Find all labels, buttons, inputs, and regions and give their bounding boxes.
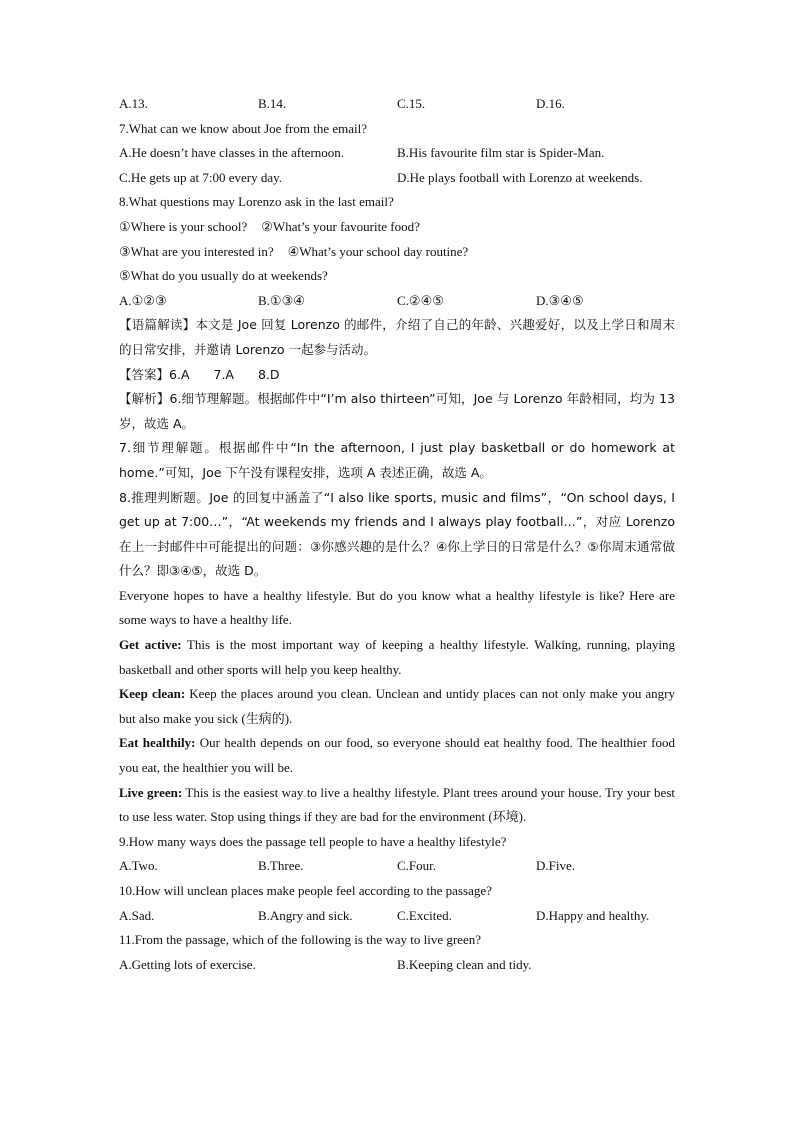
q10-question: 10.How will unclean places make people feel according to the passage? — [119, 883, 492, 898]
q8-items-row2 — [119, 240, 675, 265]
q9-option-a[interactable]: A.Two. — [119, 858, 158, 874]
q11-question: 11.From the passage, which of the following is the way to live green? — [119, 932, 481, 948]
q7-option-d[interactable]: D.He plays football with Lorenzo at weekends. — [397, 169, 643, 185]
section-heading: Live green: — [119, 784, 183, 800]
q8-item-3: ③What are you interested in? — [119, 243, 274, 259]
q11-option-b[interactable]: B.Keeping clean and tidy. — [397, 956, 532, 972]
passage-intro: Everyone hopes to have a healthy lifestyle. But do you know what a healthy lifestyle is like? Here are some ways to have a healthy life. — [119, 587, 675, 628]
q7-option-c[interactable]: C.He gets up at 7:00 every day. — [119, 169, 283, 185]
q9-option-c[interactable]: C.Four. — [397, 858, 437, 874]
q10-options — [119, 904, 675, 929]
q9-option-d[interactable]: D.Five. — [536, 858, 575, 874]
q10-option-b[interactable]: B.Angry and sick. — [258, 907, 353, 923]
section-heading: Eat healthily: — [119, 735, 196, 751]
q8-option-d[interactable]: D.③④⑤ — [536, 292, 584, 308]
answer-6: 6.A — [169, 366, 190, 382]
explanation-8: 8.推理判断题。Joe 的回复中涵盖了“I also like sports, music and films”，“On school days, I get up at 7:00…”，“At weekends my friends and I always play football…”，对应 Lorenzo 在上一封邮件中可能提出的问题：③你感兴趣的是什么？④你上学日的日常是什么？⑤你周末通常做什么？即③④⑤，故选 D。 — [119, 489, 675, 579]
q7-options-row1 — [119, 141, 675, 166]
q8-item-4: ④What’s your school day routine? — [287, 243, 469, 259]
answer-line — [119, 363, 675, 388]
q6-option-c[interactable]: C.15. — [397, 96, 426, 111]
q6-options — [119, 92, 675, 117]
section-text: Keep the places around you clean. Unclean and untidy places can not only make you angry but also make you sick (生病的). — [119, 686, 675, 726]
q7-question: 7.What can we know about Joe from the email? — [119, 120, 367, 136]
q8-option-c[interactable]: C.②④⑤ — [397, 292, 444, 308]
q9-options — [119, 854, 675, 879]
q11-options — [119, 953, 675, 978]
q8-item-1: ①Where is your school? — [119, 218, 248, 234]
q8-question: 8.What questions may Lorenzo ask in the last email? — [119, 194, 394, 210]
q8-items-row3 — [119, 264, 675, 289]
q10-option-c[interactable]: C.Excited. — [397, 907, 452, 923]
q7-options-row2 — [119, 166, 675, 191]
section-text: Our health depends on our food, so everyone should eat healthy food. The healthier food you eat, the healthier you will be. — [119, 735, 675, 776]
q8-item-5: ⑤What do you usually do at weekends? — [119, 268, 328, 284]
q8-item-2: ②What’s your favourite food? — [261, 218, 420, 234]
section-heading: Keep clean: — [119, 686, 186, 702]
q8-options — [119, 289, 675, 314]
q8-items-row1 — [119, 215, 675, 240]
explanation-7: 7.细节理解题。根据邮件中“In the afternoon, I just play basketball or do homework at home.”可知，Joe 下午没有课程安排，选项 A 表述正确，故选 A。 — [119, 440, 675, 480]
q10-option-d[interactable]: D.Happy and healthy. — [536, 907, 650, 923]
q11-option-a[interactable]: A.Getting lots of exercise. — [119, 956, 256, 972]
answer-8: 8.D — [257, 366, 280, 382]
reading-summary — [119, 313, 675, 362]
q6-option-b[interactable]: B.14. — [258, 96, 287, 111]
section-heading: Get active: — [119, 637, 182, 653]
q6-option-d[interactable]: D.16. — [536, 96, 565, 111]
q8-option-b[interactable]: B.①③④ — [258, 292, 305, 308]
section-text: This is the easiest way to live a healthy lifestyle. Plant trees around your house. Try your best to use less water. Stop using things if they are bad for the environment (环境). — [119, 784, 675, 825]
explanation-6 — [119, 387, 675, 436]
q8-option-a[interactable]: A.①②③ — [119, 292, 167, 308]
passage-section-get-active — [119, 633, 675, 682]
q6-option-a[interactable]: A.13. — [119, 96, 148, 111]
reading-summary-label: 【语篇解读】 — [119, 317, 196, 333]
q7-option-a[interactable]: A.He doesn’t have classes in the afternoon. — [119, 145, 345, 161]
q9-option-b[interactable]: B.Three. — [258, 858, 304, 874]
reading-summary-text: 本文是 Joe 回复 Lorenzo 的邮件，介绍了自己的年龄、兴趣爱好，以及上学日和周末的日常安排，并邀请 Lorenzo 一起参与活动。 — [119, 317, 675, 357]
document-page — [119, 92, 675, 977]
passage-section-keep-clean — [119, 682, 675, 731]
q7-option-b[interactable]: B.His favourite film star is Spider-Man. — [397, 145, 605, 161]
q9-question: 9.How many ways does the passage tell people to have a healthy lifestyle? — [119, 833, 507, 849]
explanation-6-text: 6.细节理解题。根据邮件中“I’m also thirteen”可知，Joe 与 Lorenzo 年龄相同，均为 13 岁，故选 A。 — [119, 391, 675, 431]
answer-label: 【答案】 — [119, 366, 170, 382]
explanation-label: 【解析】 — [119, 391, 170, 407]
passage-section-eat-healthily — [119, 731, 675, 780]
q10-option-a[interactable]: A.Sad. — [119, 907, 155, 923]
answer-7: 7.A — [213, 366, 234, 382]
passage-section-live-green — [119, 781, 675, 830]
section-text: This is the most important way of keeping a healthy lifestyle. Walking, running, playing basketball and other sports will help you keep healthy. — [119, 637, 675, 677]
